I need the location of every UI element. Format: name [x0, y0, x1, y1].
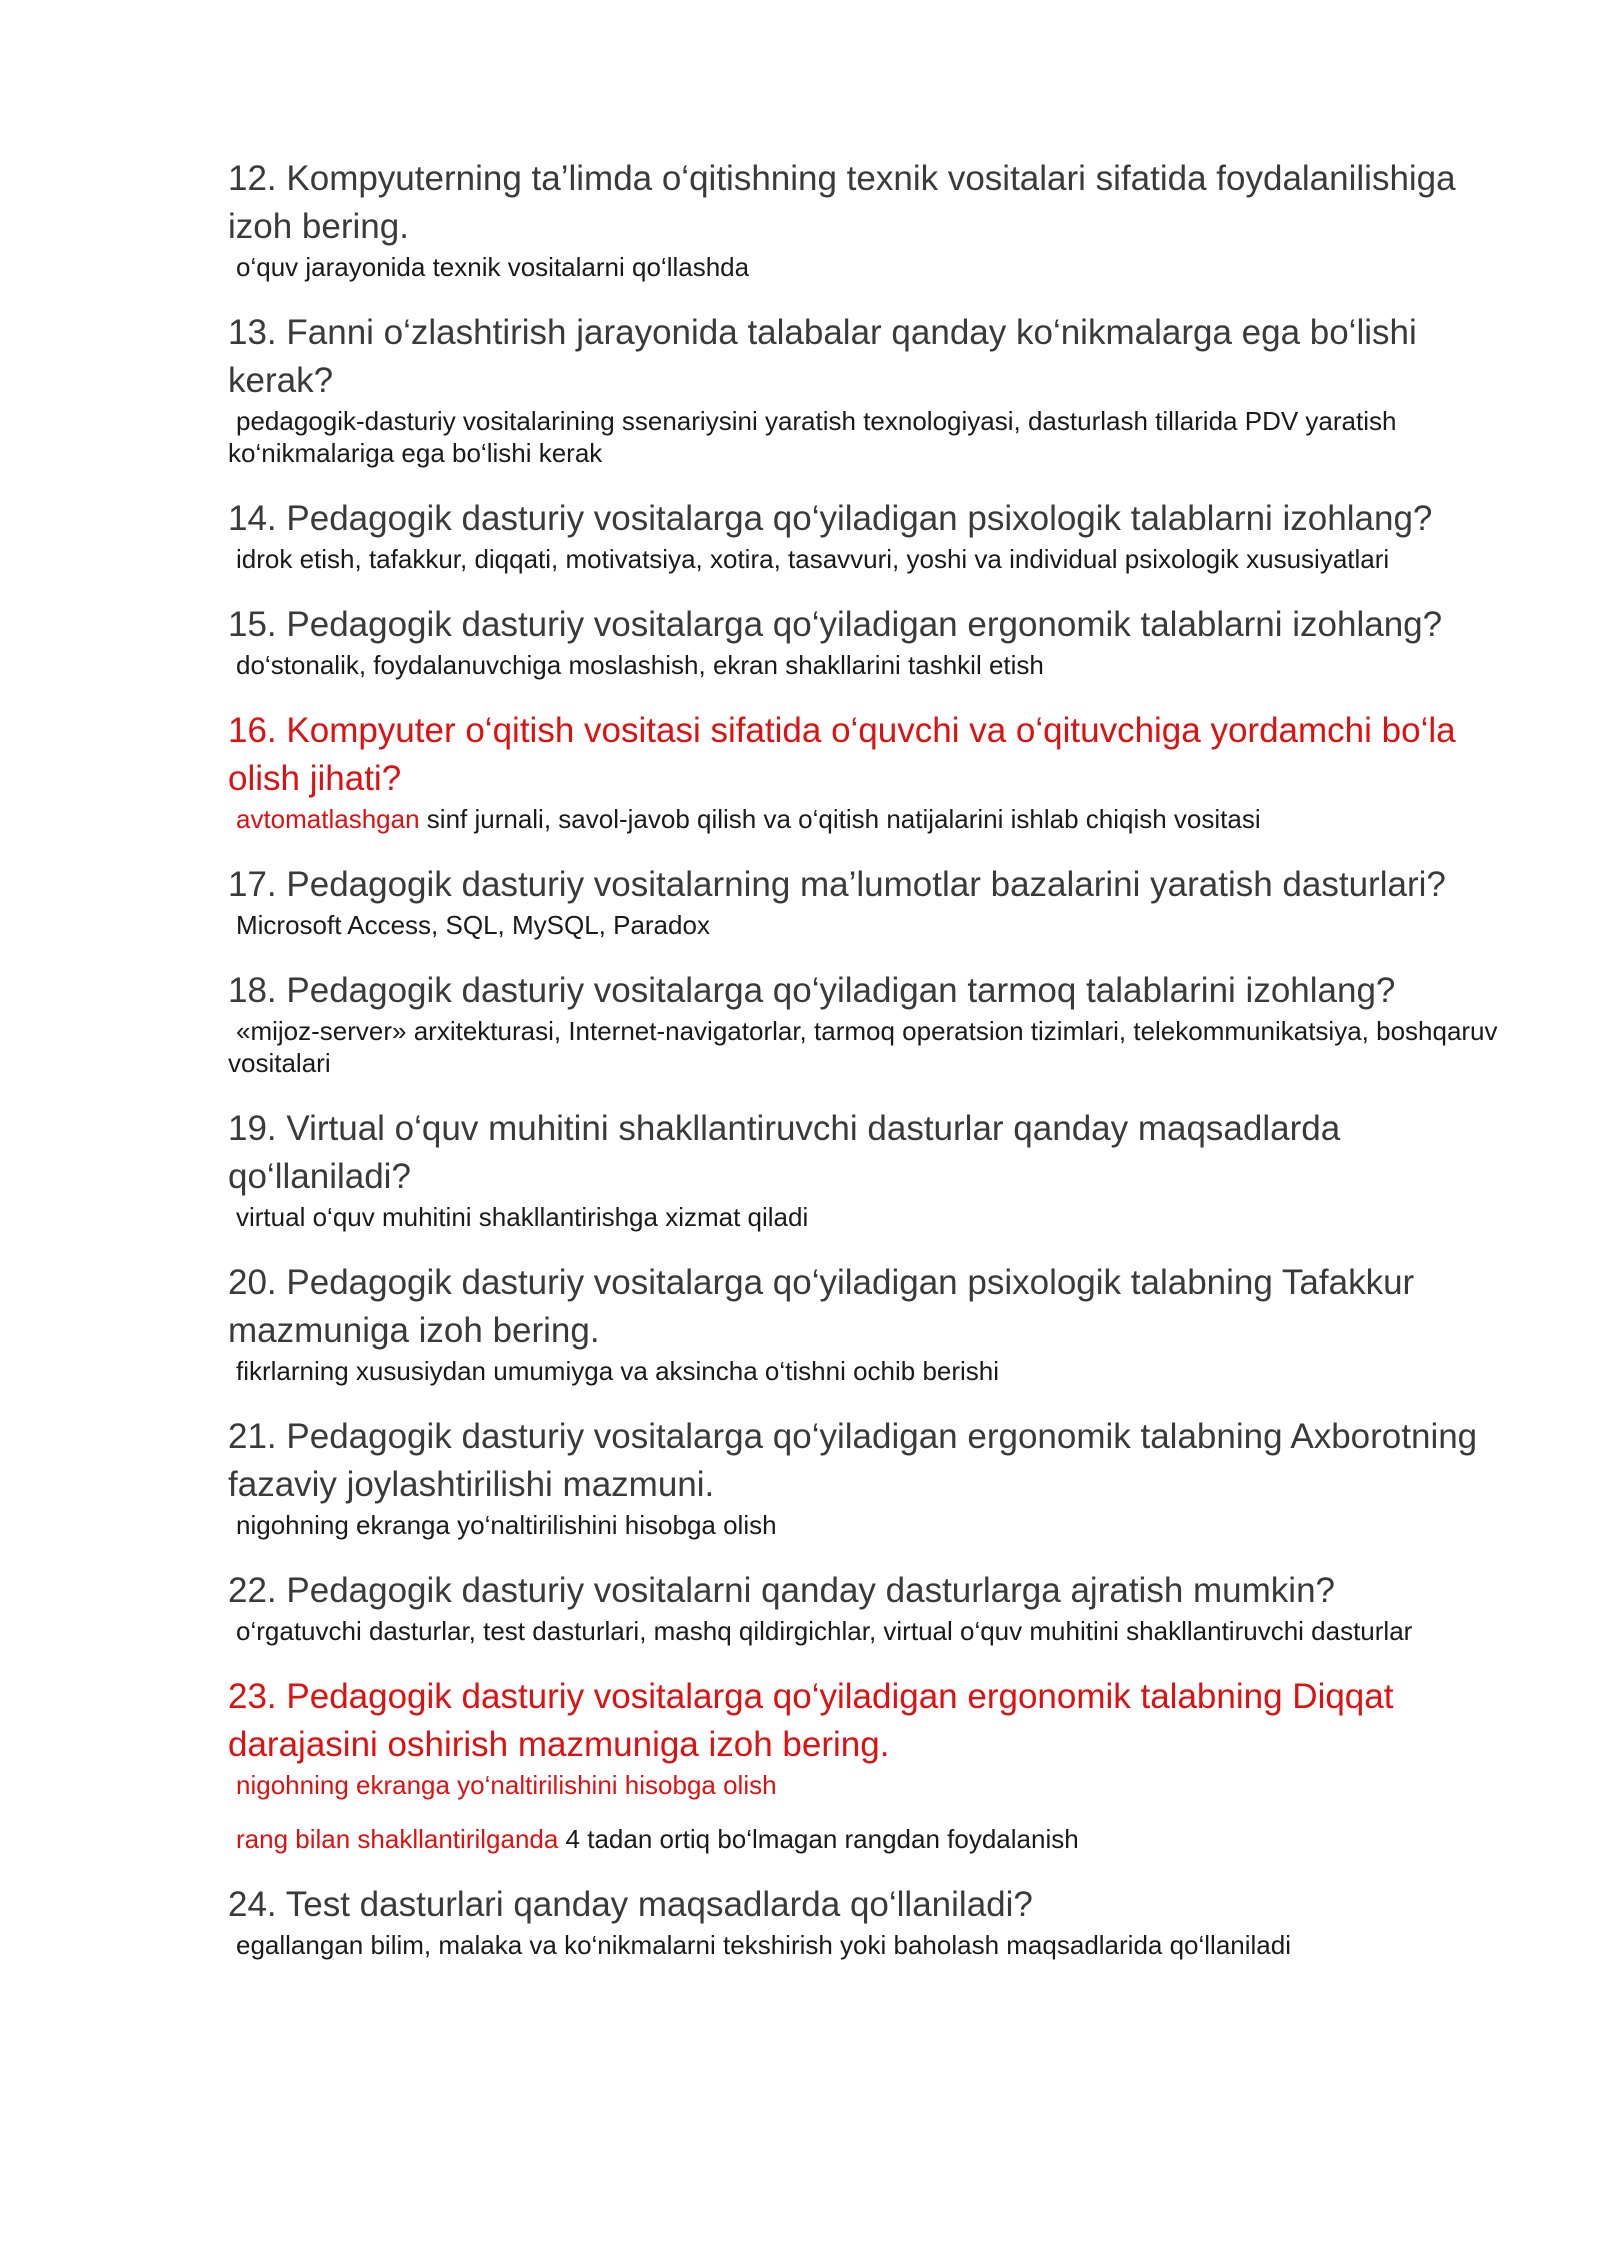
answer-21: nigohning ekranga yo‘naltirilishini hisobga olish [236, 1510, 777, 1540]
answer-13: pedagogik-dasturiy vositalarining ssenariysini yaratish texnologiyasi, dasturlash tillarida PDV yaratish ko‘nikmalariga ega bo‘lishi kerak [228, 406, 1397, 468]
answer-15: do‘stonalik, foydalanuvchiga moslashish, ekran shakllarini tashkil etish [236, 650, 1044, 680]
qa-item-14 [228, 495, 1528, 575]
question-17: 17. Pedagogik dasturiy vositalarning ma’lumotlar bazalarini yaratish dasturlari? [228, 865, 1446, 904]
answer-14: idrok etish, tafakkur, diqqati, motivatsiya, xotira, tasavvuri, yoshi va individual psixologik xususiyatlari [236, 544, 1390, 574]
qa-item-20 [228, 1259, 1528, 1387]
qa-item-19 [228, 1105, 1528, 1233]
question-14: 14. Pedagogik dasturiy vositalarga qo‘yiladigan psixologik talablarni izohlang? [228, 499, 1433, 538]
qa-item-18 [228, 967, 1528, 1079]
answer-24: egallangan bilim, malaka va ko‘nikmalarni tekshirish yoki baholash maqsadlarida qo‘llaniladi [236, 1930, 1292, 1960]
answer-23-extra-text: 4 tadan ortiq bo‘lmagan rangdan foydalanish [558, 1824, 1079, 1854]
question-13: 13. Fanni o‘zlashtirish jarayonida talabalar qanday ko‘nikmalarga ega bo‘lishi kerak? [228, 313, 1417, 400]
qa-item-21 [228, 1413, 1528, 1541]
answer-22: o‘rgatuvchi dasturlar, test dasturlari, mashq qildirgichlar, virtual o‘quv muhitini shakllantiruvchi dasturlar [236, 1616, 1413, 1646]
question-21: 21. Pedagogik dasturiy vositalarga qo‘yiladigan ergonomik talabning Axborotning fazaviy joylashtirilishi mazmuni. [228, 1417, 1478, 1504]
answer-20: fikrlarning xususiydan umumiyga va aksincha o‘tishni ochib berishi [236, 1356, 1000, 1386]
qa-item-15 [228, 601, 1528, 681]
question-15: 15. Pedagogik dasturiy vositalarga qo‘yiladigan ergonomik talablarni izohlang? [228, 605, 1443, 644]
answer-23-extra [228, 1823, 1528, 1855]
question-23: 23. Pedagogik dasturiy vositalarga qo‘yiladigan ergonomik talabning Diqqat darajasini oshirish mazmuniga izoh bering. [228, 1677, 1394, 1764]
qa-item-23 [228, 1673, 1528, 1855]
qa-item-24 [228, 1881, 1528, 1961]
answer-12: o‘quv jarayonida texnik vositalarni qo‘llashda [236, 252, 750, 282]
answer-16 [228, 803, 1528, 835]
question-16: 16. Kompyuter o‘qitish vositasi sifatida o‘quvchi va o‘qituvchiga yordamchi bo‘la olish jihati? [228, 711, 1456, 798]
answer-17: Microsoft Access, SQL, MySQL, Paradox [236, 910, 710, 940]
qa-item-22 [228, 1567, 1528, 1647]
answer-23-extra-highlight: rang bilan shakllantirilganda [236, 1824, 559, 1854]
question-22: 22. Pedagogik dasturiy vositalarni qanday dasturlarga ajratish mumkin? [228, 1571, 1335, 1610]
question-24: 24. Test dasturlari qanday maqsadlarda qo‘llaniladi? [228, 1885, 1033, 1924]
answer-18: «mijoz-server» arxitekturasi, Internet-navigatorlar, tarmoq operatsion tizimlari, telekommunikatsiya, boshqaruv vositalari [228, 1016, 1498, 1078]
question-12: 12. Kompyuterning ta’limda o‘qitishning texnik vositalari sifatida foydalanilishiga izoh bering. [228, 159, 1456, 246]
qa-list [228, 155, 1528, 1987]
answer-16-text: sinf jurnali, savol-javob qilish va o‘qitish natijalarini ishlab chiqish vositasi [419, 804, 1261, 834]
qa-item-12 [228, 155, 1528, 283]
question-20: 20. Pedagogik dasturiy vositalarga qo‘yiladigan psixologik talabning Tafakkur mazmuniga izoh bering. [228, 1263, 1415, 1350]
question-19: 19. Virtual o‘quv muhitini shakllantiruvchi dasturlar qanday maqsadlarda qo‘llaniladi? [228, 1109, 1341, 1196]
question-18: 18. Pedagogik dasturiy vositalarga qo‘yiladigan tarmoq talablarini izohlang? [228, 971, 1396, 1010]
answer-19: virtual o‘quv muhitini shakllantirishga xizmat qiladi [236, 1202, 809, 1232]
qa-item-13 [228, 309, 1528, 469]
answer-16-highlight: avtomatlashgan [236, 804, 420, 834]
qa-item-17 [228, 861, 1528, 941]
qa-item-16 [228, 707, 1528, 835]
answer-23: nigohning ekranga yo‘naltirilishini hisobga olish [236, 1770, 777, 1800]
